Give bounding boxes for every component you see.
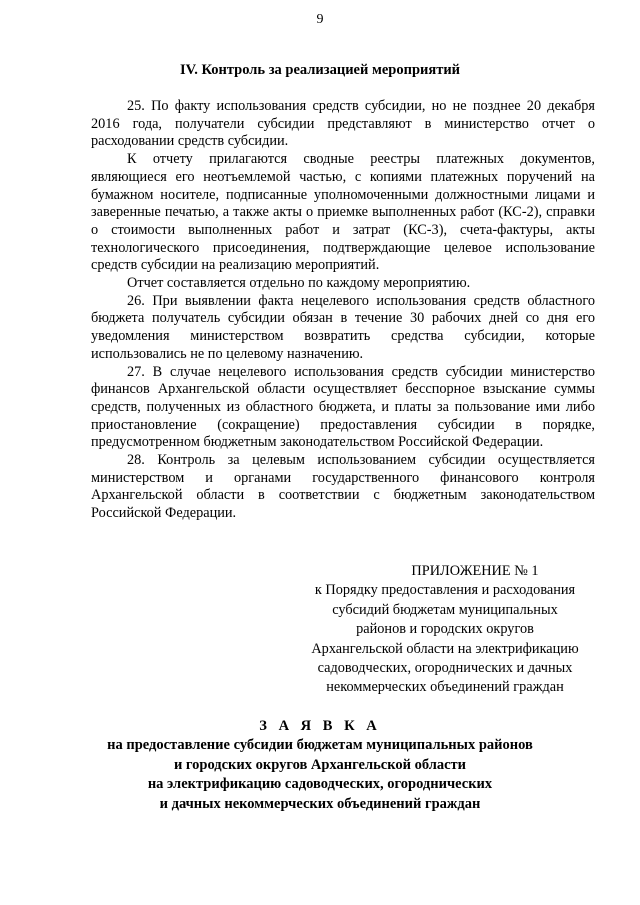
paragraph-25: 25. По факту использования средств субсидии, но не позднее 20 декабря 2016 года, получатели субсидии представляют в министерство отчет о расходовании средств субсидии.: [91, 98, 595, 150]
application-title-line: и городских округов Архангельской области: [173, 756, 467, 773]
appendix-line: районов и городских округов: [356, 621, 534, 638]
paragraph-26: 26. При выявлении факта нецелевого использования средств областного бюджета получатель субсидии обязан в течение 30 рабочих дней со дня его уведомления министерством возвратить средства субсидии, которые использовались не по целевому назначению.: [91, 292, 595, 362]
appendix-line: садоводческих, огороднических и дачных: [317, 660, 573, 677]
document-body: [91, 98, 595, 523]
paragraph-report-attachments: К отчету прилагаются сводные реестры платежных документов, являющиеся его неотъемлемой частью, с копиями платежных поручений на бумажном носителе, подписанные уполномоченными должностными лицами и заверенные печатью, а также акты о приемке выполненных работ (КС-2), справки о стоимости выполненных работ и затрат (КС-3), счета-фактуры, акты технологического присоединения, подтверждающие целевое использование средств субсидии на реализацию мероприятий.: [91, 151, 595, 274]
application-title-block: [0, 717, 640, 814]
paragraph-report-per-activity: Отчет составляется отдельно по каждому мероприятию.: [127, 275, 471, 292]
paragraph-27: 27. В случае нецелевого использования средств субсидии министерство финансов Архангельской области осуществляет бесспорное взыскание суммы средств, полученных из областного бюджета, и платы за пользование ими либо приостановление (сокращение) предоставления субсидии в порядке, предусмотренном бюджетным законодательством Российской Федерации.: [91, 363, 595, 451]
appendix-line: к Порядку предоставления и расходования: [314, 582, 576, 599]
appendix-line: субсидий бюджетам муниципальных: [332, 601, 558, 618]
appendix-line: некоммерческих объединений граждан: [326, 679, 564, 696]
appendix-line: Архангельской области на электрификацию: [311, 640, 579, 657]
page-number: 9: [316, 12, 324, 27]
application-title-line: на предоставление субсидии бюджетам муниципальных районов: [107, 737, 533, 754]
application-title-line: на электрификацию садоводческих, огороднических: [147, 776, 493, 793]
section-title: IV. Контроль за реализацией мероприятий: [179, 62, 461, 78]
application-heading: З А Я В К А: [259, 718, 381, 734]
paragraph-28: 28. Контроль за целевым использованием субсидии осуществляется министерством и органами государственного финансового контроля Архангельской области в соответствии с бюджетным законодательством Российской Федерации.: [91, 452, 595, 522]
application-title-line: и дачных некоммерческих объединений граждан: [159, 795, 481, 812]
appendix-heading: ПРИЛОЖЕНИЕ № 1: [411, 563, 539, 579]
appendix-block: [300, 562, 590, 698]
